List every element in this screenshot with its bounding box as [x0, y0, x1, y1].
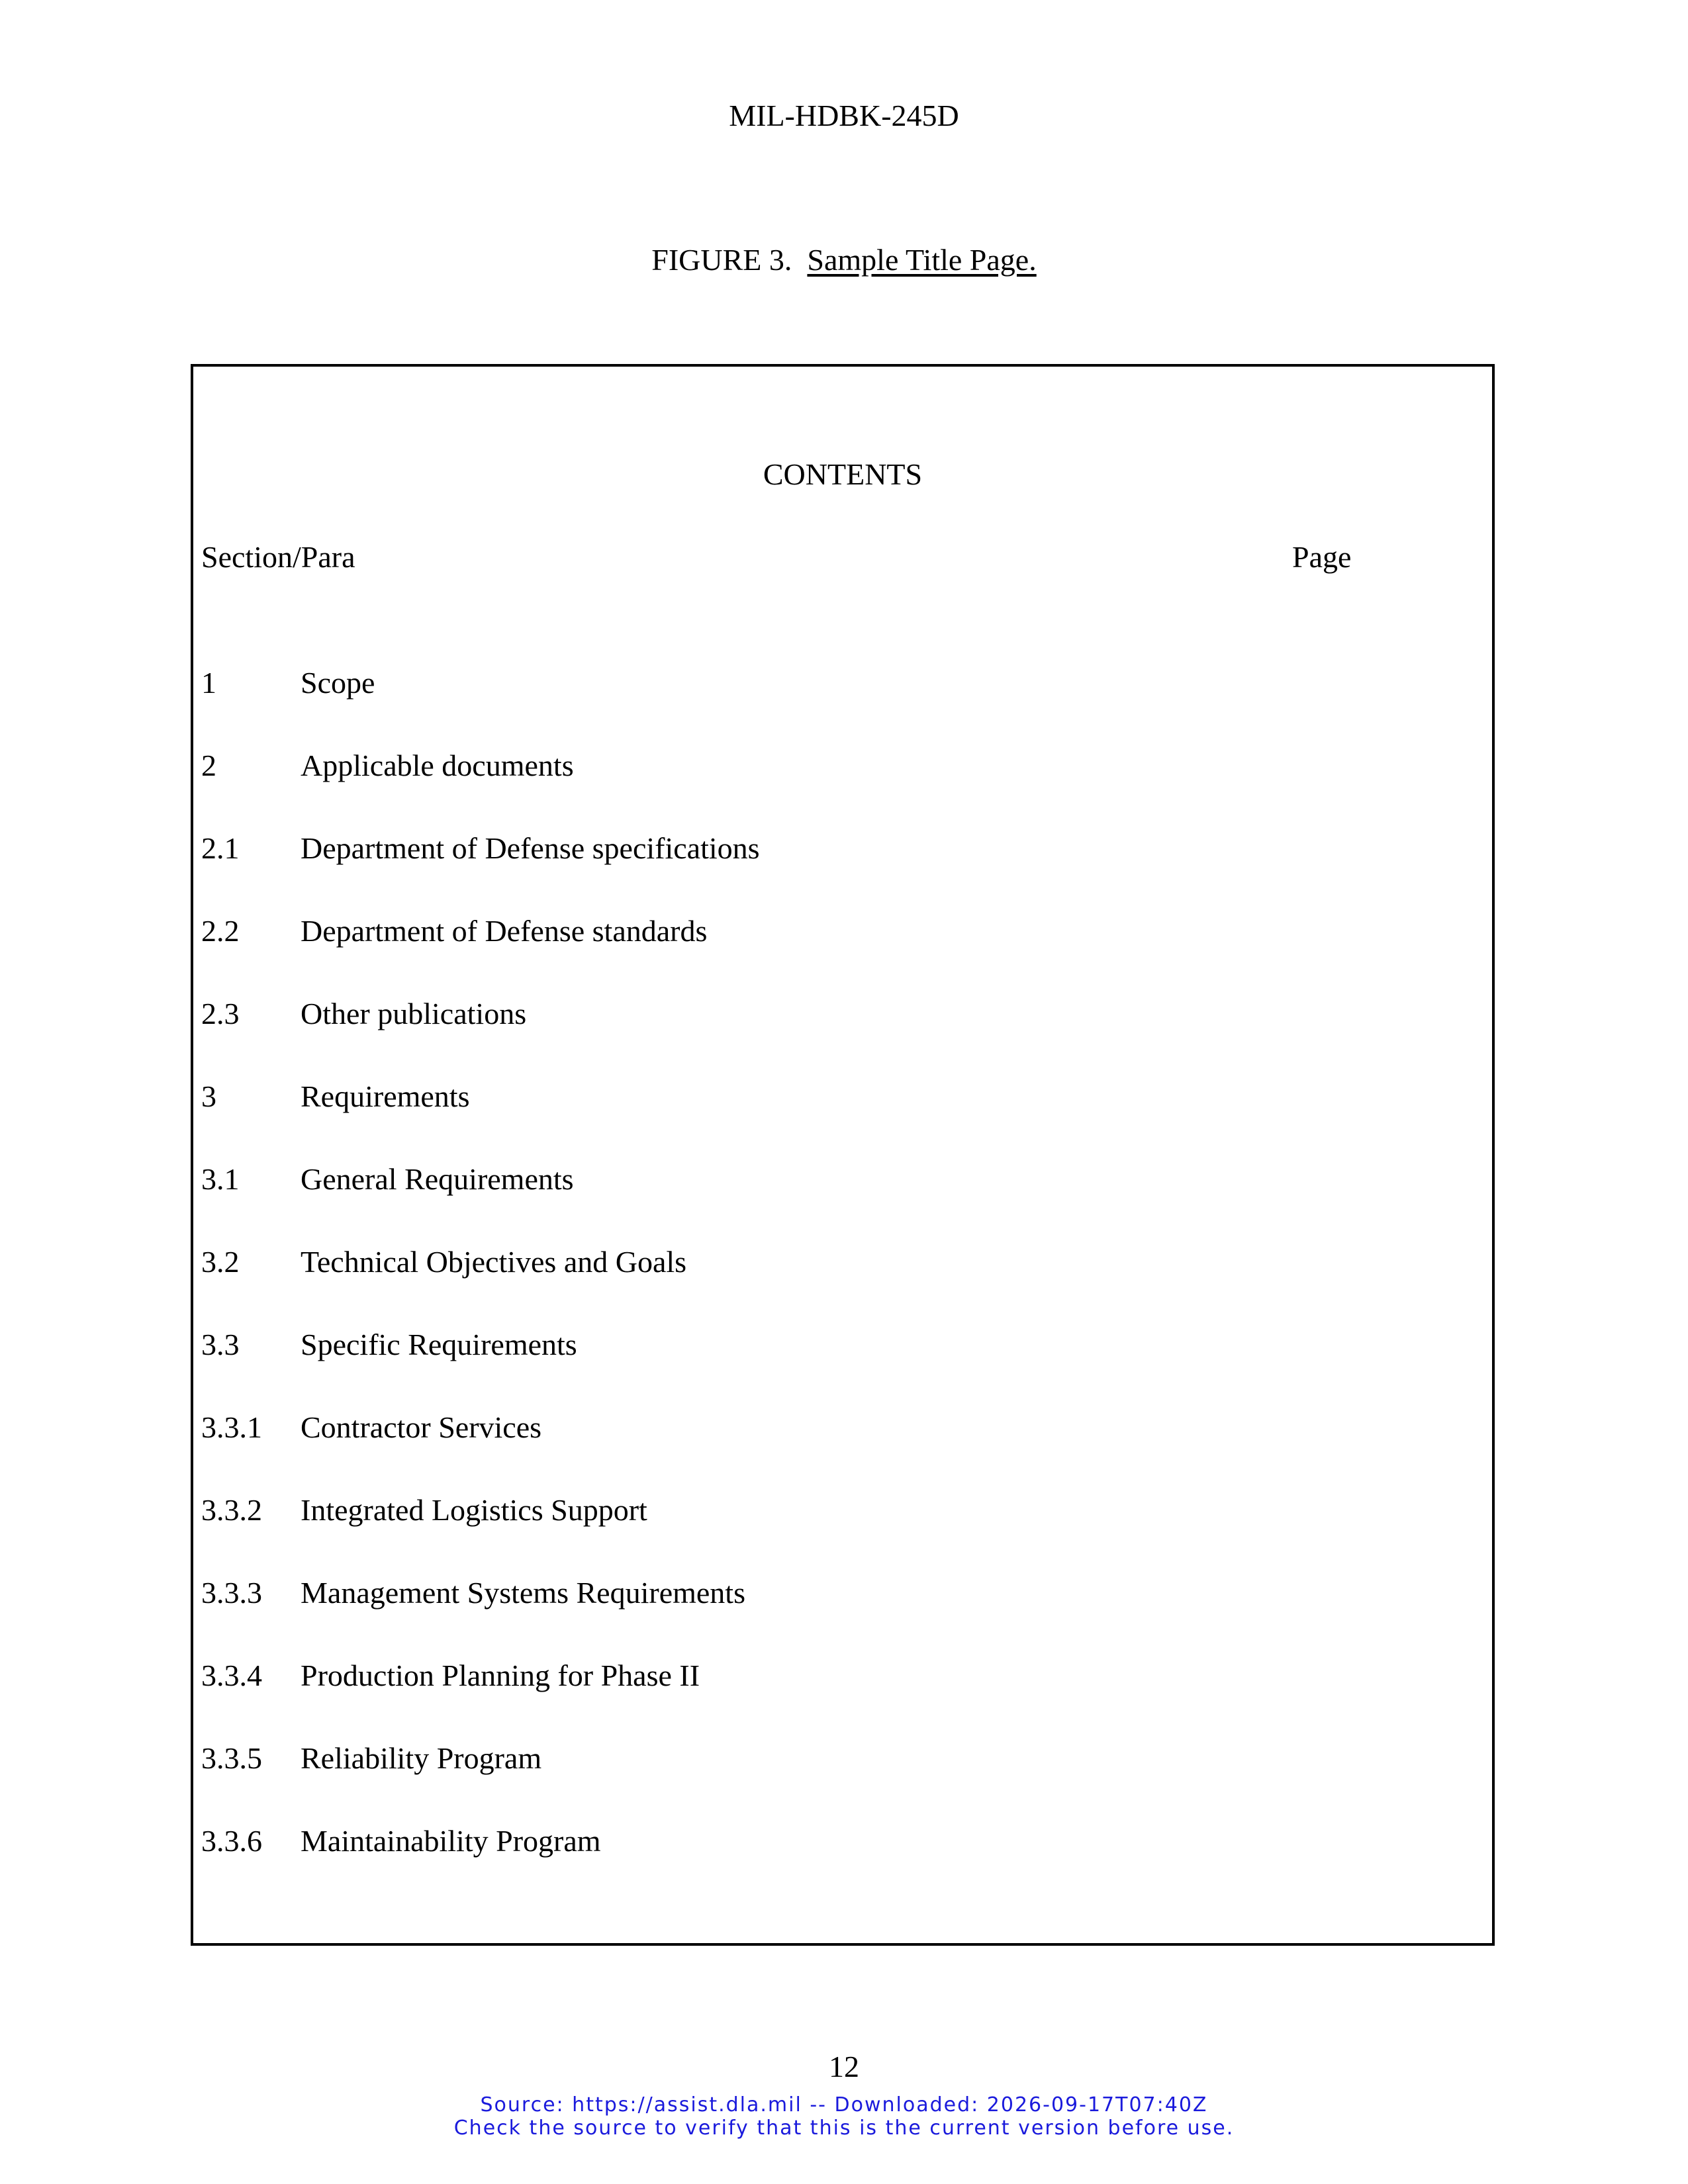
toc-entry-number: 3.3 [201, 1328, 240, 1361]
toc-entry-title: Scope [301, 666, 375, 700]
figure-caption [0, 245, 1688, 275]
toc-entry-title: General Requirements [301, 1162, 574, 1196]
toc-entry [201, 1743, 1459, 1826]
toc-entry-title: Integrated Logistics Support [301, 1493, 647, 1527]
toc-entry [201, 1495, 1459, 1578]
toc-entry-title: Other publications [301, 997, 527, 1030]
page-number: 12 [829, 2050, 859, 2083]
toc-entry [201, 1330, 1459, 1412]
toc-entry-number: 3.3.6 [201, 1824, 262, 1858]
toc-entry-number: 3.3.5 [201, 1741, 262, 1775]
toc-entry [201, 999, 1459, 1081]
toc-entry-title: Contractor Services [301, 1410, 542, 1444]
verify-line: Check the source to verify that this is the current version before use. [453, 2116, 1235, 2140]
figure-label: FIGURE 3. [651, 243, 792, 277]
contents-heading: CONTENTS [763, 457, 923, 491]
toc-entry-title: Reliability Program [301, 1741, 542, 1775]
section-column-header: Section/Para [201, 540, 355, 574]
toc-entry-title: Specific Requirements [301, 1328, 577, 1361]
toc-entry [201, 1412, 1459, 1495]
toc-entry-number: 2.2 [201, 914, 240, 948]
toc-entry [201, 1247, 1459, 1330]
toc-entry [201, 1661, 1459, 1743]
toc-entry-number: 3.3.4 [201, 1659, 262, 1692]
toc-entry-number: 2.3 [201, 997, 240, 1030]
toc-entry [201, 668, 1459, 751]
toc-entry [201, 1081, 1459, 1164]
toc-entry-number: 3.2 [201, 1245, 240, 1279]
toc-entry-title: Technical Objectives and Goals [301, 1245, 687, 1279]
toc-entry-title: Production Planning for Phase II [301, 1659, 700, 1692]
document-id: MIL-HDBK-245D [729, 99, 959, 132]
figure-frame [191, 364, 1495, 1946]
toc-entry [201, 751, 1459, 833]
page-column-header: Page [1292, 540, 1352, 574]
toc-list [201, 668, 1459, 1909]
toc-entry [201, 833, 1459, 916]
toc-entry-title: Applicable documents [301, 749, 574, 782]
toc-entry-title: Management Systems Requirements [301, 1576, 745, 1610]
toc-entry-number: 2.1 [201, 831, 240, 865]
toc-entry [201, 1164, 1459, 1247]
toc-entry-number: 3.3.1 [201, 1410, 262, 1444]
figure-title: Sample Title Page. [807, 243, 1037, 277]
toc-entry-number: 3 [201, 1079, 216, 1113]
toc-entry [201, 1826, 1459, 1909]
toc-entry-title: Department of Defense standards [301, 914, 708, 948]
toc-entry [201, 916, 1459, 999]
toc-entry [201, 1578, 1459, 1661]
toc-entry-title: Department of Defense specifications [301, 831, 760, 865]
toc-entry-title: Requirements [301, 1079, 470, 1113]
toc-entry-number: 3.3.3 [201, 1576, 262, 1610]
toc-entry-number: 2 [201, 749, 216, 782]
toc-entry-title: Maintainability Program [301, 1824, 601, 1858]
toc-entry-number: 3.1 [201, 1162, 240, 1196]
toc-entry-number: 3.3.2 [201, 1493, 262, 1527]
source-line: Source: https://assist.dla.mil -- Downloaded: 2026-09-17T07:40Z [480, 2093, 1208, 2116]
toc-entry-number: 1 [201, 666, 216, 700]
